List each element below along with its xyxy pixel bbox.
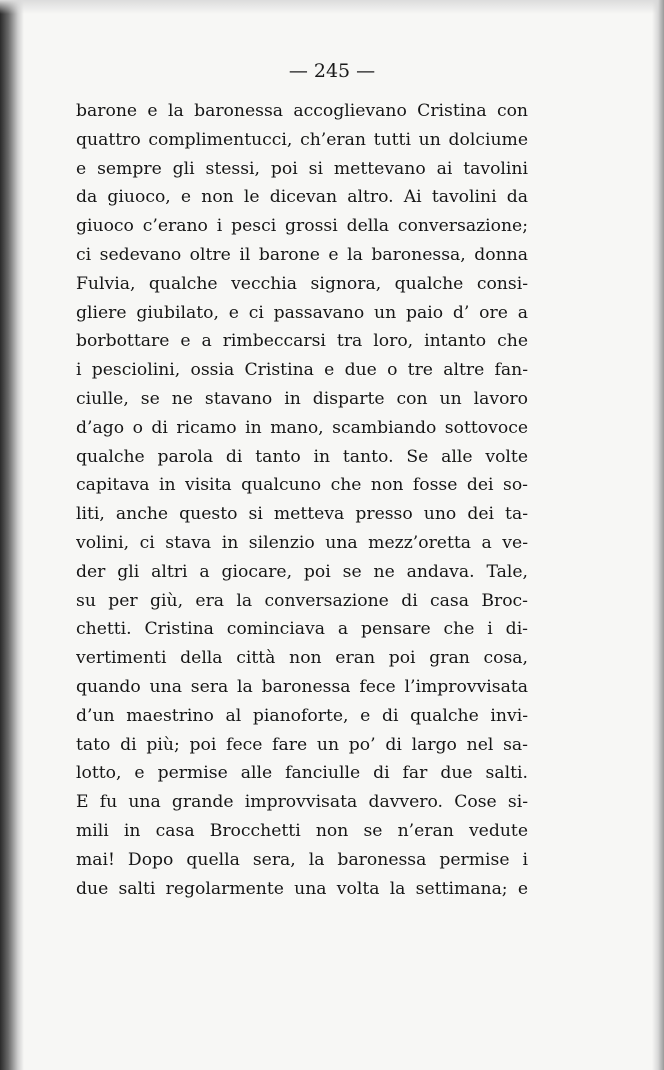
text-line: borbottare e a rimbeccarsi tra loro, intanto che	[76, 331, 528, 352]
text-line: quando una sera la baronessa fece l’improvvisata	[76, 676, 528, 697]
text-line: vertimenti della città non eran poi gran cosa,	[76, 648, 528, 669]
text-line: qualche parola di tanto in tanto. Se alle volte	[76, 446, 528, 467]
text-line: tato di più; poi fece fare un po’ di largo nel sa-	[76, 734, 528, 755]
spine-shadow	[0, 0, 24, 1070]
text-line: E fu una grande improvvisata davvero. Cose si-	[76, 792, 528, 813]
text-line: gliere giubilato, e ci passavano un paio d’ ore a	[76, 302, 528, 323]
text-line: Fulvia, qualche vecchia signora, qualche consi-	[76, 273, 528, 294]
text-line: chetti. Cristina cominciava a pensare che i di-	[76, 619, 528, 640]
top-shadow	[0, 0, 664, 14]
text-line: der gli altri a giocare, poi se ne andava. Tale,	[76, 561, 528, 582]
text-line: ciulle, se ne stavano in disparte con un lavoro	[76, 388, 528, 409]
text-line: volini, ci stava in silenzio una mezz’oretta a ve-	[76, 532, 528, 553]
text-line: d’un maestrino al pianoforte, e di qualche invi-	[76, 705, 528, 726]
text-line: mili in casa Brocchetti non se n’eran vedute	[76, 820, 528, 841]
text-line: su per giù, era la conversazione di casa Broc-	[76, 590, 528, 611]
text-line: d’ago o di ricamo in mano, scambiando sottovoce	[76, 417, 528, 438]
text-line: due salti regolarmente una volta la settimana; e	[76, 878, 528, 899]
text-line: da giuoco, e non le dicevan altro. Ai tavolini da	[76, 187, 528, 208]
body-text	[76, 97, 528, 903]
text-line: capitava in visita qualcuno che non fosse dei so-	[76, 475, 528, 496]
text-line: ci sedevano oltre il barone e la baronessa, donna	[76, 244, 528, 265]
text-line: e sempre gli stessi, poi si mettevano ai tavolini	[76, 158, 528, 179]
text-line: giuoco c’erano i pesci grossi della conversazione;	[76, 216, 528, 237]
text-line: liti, anche questo si metteva presso uno dei ta-	[76, 504, 528, 525]
page-number: — 245 —	[288, 60, 376, 82]
text-line: barone e la baronessa accoglievano Cristina con	[76, 101, 528, 121]
text-line: quattro complimentucci, ch’eran tutti un dolciume	[76, 129, 528, 150]
text-line: lotto, e permise alle fanciulle di far due salti.	[76, 763, 528, 784]
page-edge-shadow	[652, 0, 664, 1070]
text-line: mai! Dopo quella sera, la baronessa permise i	[76, 849, 528, 870]
text-line: i pesciolini, ossia Cristina e due o tre altre fan-	[76, 360, 528, 381]
